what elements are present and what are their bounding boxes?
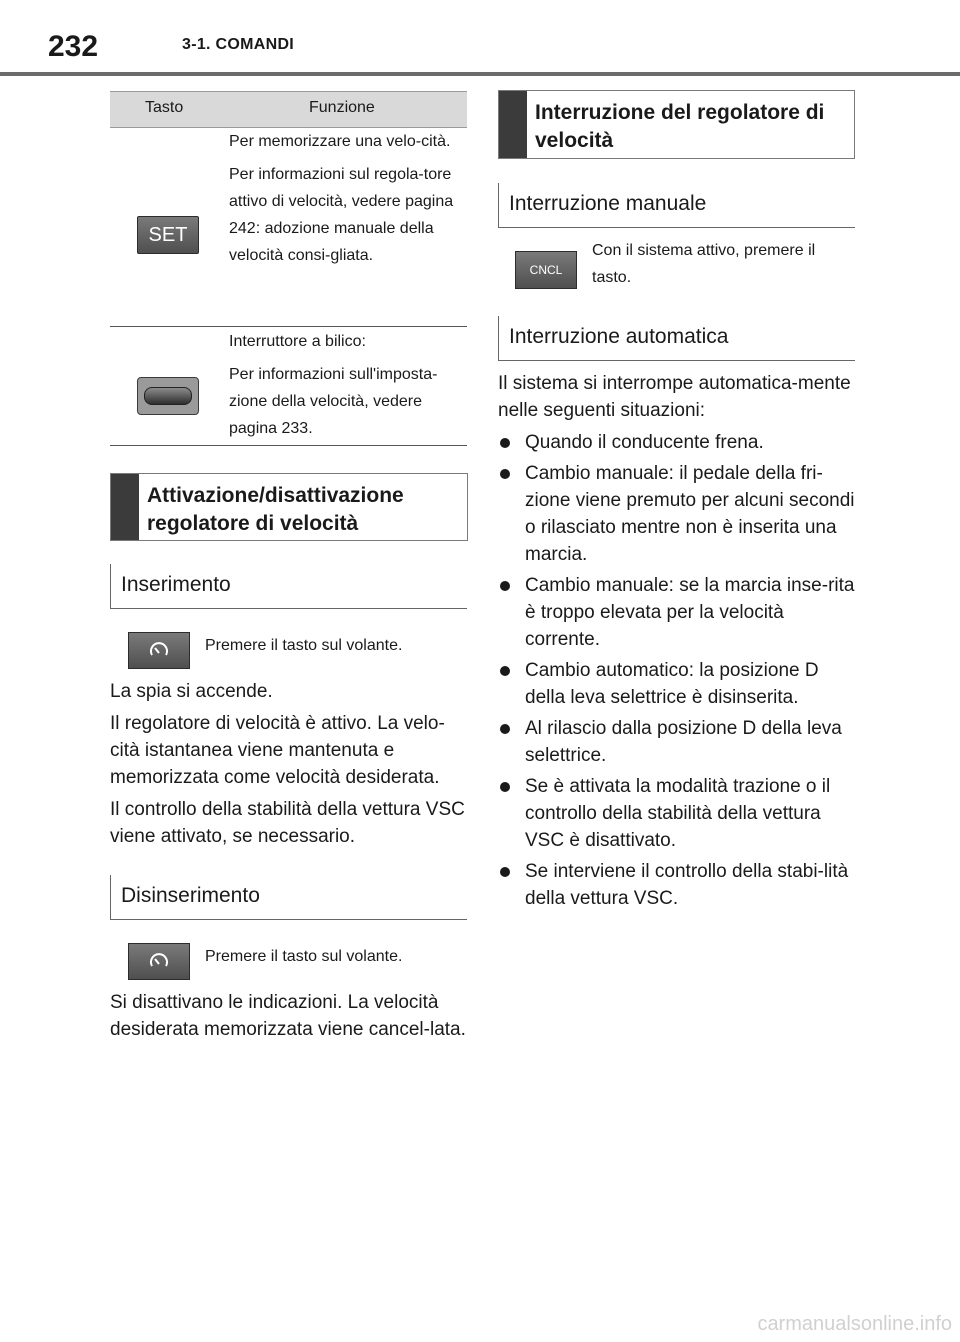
cncl-key-label: CNCL [529,263,563,277]
paragraph: Si disattivano le indicazioni. La velocità desiderata memorizzata viene cancel-lata. [110,992,466,1040]
list-item: Se interviene il controllo della stabi-lità della vettura VSC. [498,858,858,912]
table-divider [110,326,467,327]
key-caption: Premere il tasto sul volante. [205,637,403,654]
bullet-list [498,429,858,912]
manual-caption: Con il sistema attivo, premere il tasto. [592,242,816,286]
section-title: Interruzione del regolatore di velocità [535,101,825,152]
rocker-switch-icon [137,377,199,415]
table-row [229,128,465,275]
table-cell-text: Interruttore a bilico: [229,333,366,350]
disinserimento-text [110,989,470,1048]
table-divider [110,445,467,446]
table-cell-text: Per informazioni sull'imposta-zione della velocità, vedere pagina 233. [229,366,438,437]
table-header [110,91,467,128]
watermark: carmanualsonline.info [757,1313,952,1335]
list-item: Se è attivata la modalità trazione o il controllo della stabilità della vettura VSC è disattivato. [498,773,858,854]
paragraph: Il sistema si interrompe automatica-mente nelle seguenti situazioni: [498,373,851,421]
section-title: Attivazione/disattivazione regolatore di velocità [147,484,404,535]
list-item: Cambio automatico: la posizione D della leva selettrice è disinserita. [498,657,858,711]
set-key-icon [137,216,199,254]
cncl-key-icon [515,251,577,289]
list-item: Al rilascio dalla posizione D della leva selettrice. [498,715,858,769]
paragraph: La spia si accende. [110,681,273,702]
list-item: Cambio manuale: il pedale della fri-zione viene premuto per alcuni secondi o rilasciato mentre non è inserita una marcia. [498,460,858,568]
page-number: 232 [48,30,99,63]
list-item: Quando il conducente frena. [498,429,858,456]
paragraph: Il regolatore di velocità è attivo. La velo-cità istantanea viene mantenuta e memorizzata come velocità desiderata. [110,713,445,788]
subheading-disinserimento: Disinserimento [110,875,467,920]
list-item: Cambio manuale: se la marcia inse-rita è troppo elevata per la velocità corrente. [498,572,858,653]
auto-text [498,370,858,916]
cruise-control-key-icon [128,943,190,980]
col-function-header: Funzione [309,99,375,116]
chapter-title: 3-1. COMANDI [182,36,295,53]
inserimento-text [110,678,470,855]
paragraph: Il controllo della stabilità della vettura VSC viene attivato, se necessario. [110,799,465,847]
col-key-header: Tasto [145,99,184,116]
subheading-auto: Interruzione automatica [498,316,855,361]
subheading-manual: Interruzione manuale [498,183,855,228]
key-caption: Premere il tasto sul volante. [205,948,403,965]
cruise-control-key-icon [128,632,190,669]
section-header-activation [110,473,468,541]
table-cell-text: Per informazioni sul regola-tore attivo di velocità, vedere pagina 242: adozione manuale della velocità consi-gliata. [229,166,454,264]
set-key-label: SET [148,224,188,246]
table-cell-text: Per memorizzare una velo-cità. [229,133,451,150]
section-header-interruption [498,90,855,159]
subheading-inserimento: Inserimento [110,564,467,609]
table-row [229,328,465,448]
header-rule [0,72,960,76]
